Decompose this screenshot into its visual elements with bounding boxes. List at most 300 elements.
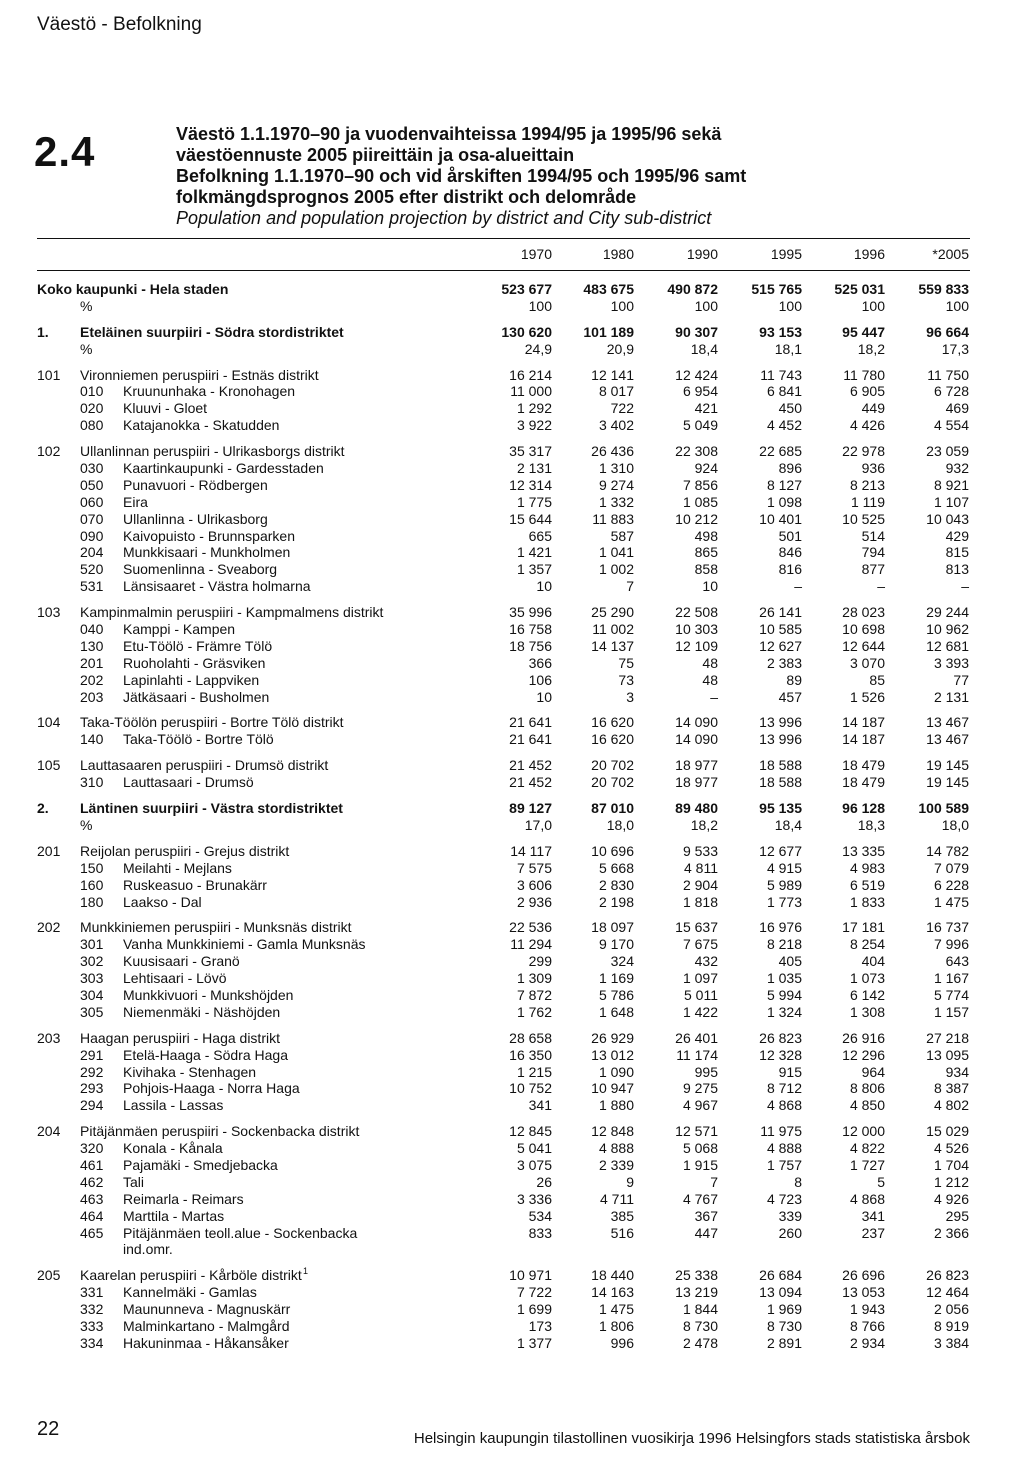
table-row <box>0 383 1024 400</box>
row-value-1970: 665 <box>528 527 552 544</box>
table-row <box>0 1030 1024 1047</box>
row-value-1970: 2 936 <box>516 893 552 910</box>
row-value-1980: 1 002 <box>598 561 634 578</box>
row-code: 303 <box>80 970 104 987</box>
row-value-1990: 100 <box>694 297 718 314</box>
row-code: 020 <box>80 400 104 417</box>
row-value-1970: 2 131 <box>516 460 552 477</box>
row-value-2005: 559 833 <box>918 281 969 297</box>
row-value-1980: 7 <box>626 578 634 595</box>
row-value-1980: 26 929 <box>591 1029 634 1046</box>
row-value-1996: 26 916 <box>842 1029 885 1046</box>
row-value-1996: – <box>877 578 885 595</box>
row-value-1970: 21 452 <box>509 774 552 791</box>
row-value-1995: 501 <box>778 527 802 544</box>
row-value-1995: 5 994 <box>766 986 802 1003</box>
row-value-1995: 1 969 <box>766 1301 802 1318</box>
table-row <box>0 877 1024 894</box>
row-name: Lauttasaari - Drumsö <box>123 774 254 791</box>
row-value-2005: 1 475 <box>933 893 969 910</box>
row-value-1980: 10 947 <box>591 1080 634 1097</box>
table-row <box>0 578 1024 595</box>
row-value-1970: 35 996 <box>509 604 552 621</box>
row-name: Kruununhaka - Kronohagen <box>123 383 296 400</box>
table-number: 2.4 <box>34 128 96 175</box>
row-value-1970: 18 756 <box>509 637 552 654</box>
row-value-1996: 17 181 <box>842 919 885 936</box>
table-row <box>0 774 1024 791</box>
row-value-1990: 5 049 <box>682 417 718 434</box>
row-value-1996: 964 <box>861 1063 885 1080</box>
row-value-1990: 48 <box>702 654 718 671</box>
row-code: 333 <box>80 1317 104 1334</box>
row-code: 101 <box>37 366 61 383</box>
row-value-1996: 2 934 <box>849 1334 885 1351</box>
row-name: Munkkiniemen peruspiiri - Munksnäs distrikt <box>80 919 352 936</box>
row-value-2005: 6 228 <box>933 876 969 893</box>
row-code: 292 <box>80 1063 104 1080</box>
row-name: Marttila - Martas <box>123 1207 225 1224</box>
row-value-1980: 18 440 <box>591 1267 634 1284</box>
row-value-1980: 1 041 <box>598 544 634 561</box>
row-code: 030 <box>80 460 104 477</box>
row-value-2005: 27 218 <box>926 1029 969 1046</box>
row-name: Ruoholahti - Gräsviken <box>123 654 266 671</box>
table-row <box>0 544 1024 561</box>
row-value-1970: 1 377 <box>516 1334 552 1351</box>
row-value-1990: 421 <box>694 400 718 417</box>
row-value-1996: 1 727 <box>849 1156 885 1173</box>
row-value-2005: 19 145 <box>926 774 969 791</box>
row-value-2005: 10 043 <box>926 510 969 527</box>
table-row <box>0 843 1024 860</box>
row-name: Lauttasaaren peruspiiri - Drumsö distrikt <box>80 757 329 774</box>
year-2005: *2005 <box>932 246 969 262</box>
row-value-1980: 14 163 <box>591 1284 634 1301</box>
row-value-1970: 28 658 <box>509 1029 552 1046</box>
row-value-1996: 404 <box>861 953 885 970</box>
row-code: 310 <box>80 774 104 791</box>
row-value-1980: 2 830 <box>598 876 634 893</box>
row-name: Niemenmäki - Näshöjden <box>123 1003 281 1020</box>
row-value-1970: 11 000 <box>510 383 552 400</box>
row-name: Laakso - Dal <box>123 893 202 910</box>
row-value-1990: 924 <box>694 460 718 477</box>
row-value-1990: 9 275 <box>682 1080 718 1097</box>
row-value-1970: 17,0 <box>524 816 552 833</box>
row-value-1990: 995 <box>694 1063 718 1080</box>
row-value-1990: 367 <box>694 1207 718 1224</box>
row-value-1995: 896 <box>778 460 802 477</box>
row-value-1995: 1 098 <box>766 493 802 510</box>
row-value-1996: 10 698 <box>842 621 885 638</box>
row-value-1995: 26 684 <box>759 1267 802 1284</box>
row-value-1995: 260 <box>778 1224 802 1241</box>
row-value-1990: 6 954 <box>682 383 718 400</box>
row-value-2005: 8 919 <box>933 1317 969 1334</box>
row-value-1995: 6 841 <box>766 383 802 400</box>
row-value-1980: 1 310 <box>598 460 634 477</box>
table-row <box>0 894 1024 911</box>
row-code: 332 <box>80 1301 104 1318</box>
row-value-1996: 14 187 <box>842 731 885 748</box>
row-name: Jätkäsaari - Busholmen <box>123 688 270 705</box>
row-value-2005: 77 <box>953 671 969 688</box>
table-row <box>0 1097 1024 1114</box>
row-value-1996: 514 <box>861 527 885 544</box>
row-value-1970: 534 <box>528 1207 552 1224</box>
table-row <box>0 1157 1024 1174</box>
row-name: Hakuninmaa - Håkansåker <box>123 1334 289 1351</box>
table-row <box>0 1241 1024 1258</box>
row-value-1996: 1 308 <box>849 1003 885 1020</box>
row-value-1980: 1 090 <box>598 1063 634 1080</box>
row-name: % <box>80 297 93 314</box>
table-row <box>0 1225 1024 1242</box>
row-value-2005: 2 131 <box>933 688 969 705</box>
row-value-1980: 1 880 <box>598 1097 634 1114</box>
row-value-1996: 6 905 <box>849 383 885 400</box>
row-code: 201 <box>80 654 104 671</box>
row-value-1980: 20 702 <box>591 774 634 791</box>
row-value-1995: 5 989 <box>766 876 802 893</box>
row-code: 202 <box>80 671 104 688</box>
row-value-2005: 17,3 <box>941 340 969 357</box>
row-code: 102 <box>37 443 61 460</box>
row-value-2005: 16 737 <box>926 919 969 936</box>
row-value-1995: 13 094 <box>759 1284 802 1301</box>
row-value-2005: 3 384 <box>933 1334 969 1351</box>
row-value-2005: 1 212 <box>933 1173 969 1190</box>
row-value-1996: 8 254 <box>849 936 885 953</box>
row-code: 203 <box>37 1029 61 1046</box>
row-code: 461 <box>80 1156 104 1173</box>
row-value-1995: 816 <box>778 561 802 578</box>
row-code: 465 <box>80 1224 104 1241</box>
row-name: Eira <box>123 493 148 510</box>
row-value-1990: 89 480 <box>675 800 718 817</box>
row-value-1980: 2 198 <box>598 893 634 910</box>
row-value-1990: 8 730 <box>682 1317 718 1334</box>
row-value-1970: 15 644 <box>509 510 552 527</box>
row-value-1996: 12 000 <box>842 1123 885 1140</box>
row-code: 060 <box>80 493 104 510</box>
row-value-1996: 100 <box>861 297 885 314</box>
row-value-1990: 12 571 <box>675 1123 718 1140</box>
row-name: Eteläinen suurpiiri - Södra stordistriktet <box>80 323 344 340</box>
row-code: 302 <box>80 953 104 970</box>
row-value-1970: 1 215 <box>516 1063 552 1080</box>
row-value-1970: 89 127 <box>509 800 552 817</box>
row-value-2005: 813 <box>945 561 969 578</box>
row-value-1996: 6 142 <box>849 986 885 1003</box>
table-row: 205 Kaarelan peruspiiri - Kårböle distrikt 1 10 971 18 440 25 338 26 684 26 696 26 823 <box>37 1266 969 1284</box>
row-value-1990: 4 767 <box>682 1190 718 1207</box>
row-name: % <box>80 340 93 357</box>
row-name: Etu-Töölö - Främre Tölö <box>123 637 273 654</box>
row-value-1970: 11 294 <box>510 936 552 953</box>
row-value-1980: 1 332 <box>598 493 634 510</box>
row-value-1980: 100 <box>610 297 634 314</box>
table-title <box>176 124 996 229</box>
row-value-1980: 10 696 <box>591 842 634 859</box>
row-code: 105 <box>37 757 61 774</box>
row-code: 463 <box>80 1190 104 1207</box>
row-value-1980: 12 141 <box>591 366 634 383</box>
row-value-1995: 8 218 <box>766 936 802 953</box>
table-row <box>0 298 1024 315</box>
row-value-1980: 9 170 <box>598 936 634 953</box>
table-row <box>0 1047 1024 1064</box>
row-code: 462 <box>80 1173 104 1190</box>
row-value-1995: 1 773 <box>766 893 802 910</box>
row-code: 080 <box>80 417 104 434</box>
row-name: Etelä-Haaga - Södra Haga <box>123 1046 288 1063</box>
row-value-1980: 75 <box>618 654 634 671</box>
table-row <box>0 528 1024 545</box>
row-code: 301 <box>80 936 104 953</box>
title-english: Population and population projection by district and City sub-district <box>176 208 712 228</box>
table-row <box>0 1064 1024 1081</box>
row-value-1990: 1 818 <box>682 893 718 910</box>
row-value-1990: 2 904 <box>682 876 718 893</box>
row-value-1996: 12 296 <box>842 1046 885 1063</box>
row-value-1996: 1 119 <box>851 493 885 510</box>
row-value-1995: 12 677 <box>759 842 802 859</box>
footer-text: Helsingin kaupungin tilastollinen vuosikirja 1996 Helsingfors stads statistiska årsbok <box>413 1430 970 1447</box>
row-name: Reijolan peruspiiri - Grejus distrikt <box>80 842 290 859</box>
row-value-1996: 12 644 <box>842 637 885 654</box>
row-name: Pajamäki - Smedjebacka <box>123 1156 278 1173</box>
row-value-1990: 490 872 <box>667 281 718 297</box>
row-value-1990: 14 090 <box>675 714 718 731</box>
row-value-1990: 22 508 <box>675 604 718 621</box>
row-name: Konala - Kånala <box>123 1140 223 1157</box>
row-value-1995: 95 135 <box>759 800 802 817</box>
row-value-1995: 450 <box>778 400 802 417</box>
row-value-1995: 18 588 <box>759 774 802 791</box>
row-name: Kampinmalmin peruspiiri - Kampmalmens distrikt <box>80 604 384 621</box>
row-code: 464 <box>80 1207 104 1224</box>
row-code: 150 <box>80 859 104 876</box>
row-value-1990: 5 068 <box>682 1140 718 1157</box>
row-value-1995: 339 <box>778 1207 802 1224</box>
row-value-1990: 447 <box>694 1224 718 1241</box>
row-value-1990: 7 856 <box>682 476 718 493</box>
row-code: 104 <box>37 714 61 731</box>
row-name: Maununneva - Magnuskärr <box>123 1301 291 1318</box>
table-row <box>0 443 1024 460</box>
table-row <box>0 1335 1024 1352</box>
table-row <box>0 638 1024 655</box>
row-value-2005: 8 921 <box>933 476 969 493</box>
row-name: Läntinen suurpiiri - Västra stordistriktet <box>80 800 343 817</box>
row-code: 331 <box>80 1284 104 1301</box>
row-value-1995: 405 <box>778 953 802 970</box>
row-value-2005: 14 782 <box>926 842 969 859</box>
row-value-1990: 10 303 <box>675 621 718 638</box>
row-name: Kannelmäki - Gamlas <box>123 1284 257 1301</box>
row-value-1995: 93 153 <box>759 323 802 340</box>
row-name: Taka-Töölö - Bortre Tölö <box>123 731 274 748</box>
row-value-1970: 5 041 <box>516 1140 552 1157</box>
row-name: Pitäjänmäen peruspiiri - Sockenbacka distrikt <box>80 1123 360 1140</box>
title-finnish-1: Väestö 1.1.1970–90 ja vuodenvaihteissa 1994/95 ja 1995/96 sekä <box>176 124 722 144</box>
row-value-1995: 16 976 <box>759 919 802 936</box>
row-name: Koko kaupunki - Hela staden <box>37 281 229 297</box>
row-value-2005: 12 681 <box>926 637 969 654</box>
table-row <box>0 689 1024 706</box>
row-name: Tali <box>123 1173 145 1190</box>
row-value-1996: 13 335 <box>842 842 885 859</box>
row-value-2005: 1 107 <box>933 493 969 510</box>
table-row <box>0 672 1024 689</box>
row-value-1980: 12 848 <box>591 1123 634 1140</box>
row-name: Munkkisaari - Munkholmen <box>123 544 291 561</box>
row-value-1996: 8 806 <box>849 1080 885 1097</box>
row-value-1980: 8 017 <box>598 383 634 400</box>
row-value-2005: 429 <box>945 527 969 544</box>
row-code: 305 <box>80 1003 104 1020</box>
row-name: Kluuvi - Gloet <box>123 400 208 417</box>
table-row <box>0 1004 1024 1021</box>
table-row <box>0 919 1024 936</box>
row-value-1996: 13 053 <box>842 1284 885 1301</box>
row-value-1996: 794 <box>861 544 885 561</box>
row-value-1980: 722 <box>610 400 634 417</box>
row-value-1995: 515 765 <box>751 281 802 297</box>
row-value-1990: 10 <box>702 578 718 595</box>
row-value-1996: 4 868 <box>849 1190 885 1207</box>
row-name: Malminkartano - Malmgård <box>123 1317 290 1334</box>
row-value-1995: 18 588 <box>759 757 802 774</box>
row-value-1996: 8 766 <box>849 1317 885 1334</box>
row-value-1996: 4 850 <box>849 1097 885 1114</box>
row-code: 334 <box>80 1334 104 1351</box>
row-code: 130 <box>80 637 104 654</box>
row-value-1970: 21 641 <box>509 731 552 748</box>
row-value-1970: 341 <box>528 1097 552 1114</box>
row-value-1980: 14 137 <box>591 637 634 654</box>
page-number: 22 <box>37 1418 60 1440</box>
row-value-1996: 8 213 <box>849 476 885 493</box>
row-code: 204 <box>80 544 104 561</box>
row-value-2005: 11 750 <box>927 366 969 383</box>
row-name: Munkkivuori - Munkshöjden <box>123 986 294 1003</box>
table-row <box>0 341 1024 358</box>
row-value-1990: 7 <box>710 1173 718 1190</box>
table-row <box>0 800 1024 817</box>
section-header: Väestö - Befolkning <box>37 14 202 35</box>
row-value-1995: 100 <box>778 297 802 314</box>
row-value-1995: 8 712 <box>766 1080 802 1097</box>
row-name: Vanha Munkkiniemi - Gamla Munksnäs <box>123 936 366 953</box>
row-value-1996: 28 023 <box>842 604 885 621</box>
row-value-1990: 15 637 <box>675 919 718 936</box>
table-row <box>0 987 1024 1004</box>
row-value-1996: 96 128 <box>842 800 885 817</box>
row-value-2005: 934 <box>945 1063 969 1080</box>
row-value-2005: 96 664 <box>926 323 969 340</box>
row-value-1980: 2 339 <box>598 1156 634 1173</box>
row-name: Kaartinkaupunki - Gardesstaden <box>123 460 324 477</box>
row-value-1970: 106 <box>528 671 552 688</box>
table-row <box>0 1140 1024 1157</box>
row-value-1995: 1 757 <box>766 1156 802 1173</box>
row-name: Länsisaaret - Västra holmarna <box>123 578 311 595</box>
row-name: Ruskeasuo - Brunakärr <box>123 876 267 893</box>
table-row <box>0 281 1024 298</box>
row-value-1990: 5 011 <box>684 986 718 1003</box>
row-code: 293 <box>80 1080 104 1097</box>
row-name: Lapinlahti - Lappviken <box>123 671 260 688</box>
row-value-1995: 10 401 <box>759 510 802 527</box>
row-value-1995: 8 <box>794 1173 802 1190</box>
table-row <box>0 621 1024 638</box>
row-name: Ullanlinnan peruspiiri - Ulrikasborgs distrikt <box>80 443 345 460</box>
row-value-1996: 525 031 <box>834 281 885 297</box>
row-value-1995: 13 996 <box>759 731 802 748</box>
row-value-1980: 3 402 <box>598 417 634 434</box>
row-value-1990: 22 308 <box>675 443 718 460</box>
row-value-2005: 643 <box>945 953 969 970</box>
row-value-1995: 457 <box>778 688 802 705</box>
table-row <box>0 1301 1024 1318</box>
row-value-2005: 1 157 <box>933 1003 969 1020</box>
row-value-1996: 1 526 <box>849 688 885 705</box>
row-value-1996: 14 187 <box>842 714 885 731</box>
row-value-1990: 18 977 <box>675 774 718 791</box>
row-value-1970: 1 357 <box>516 561 552 578</box>
row-code: 040 <box>80 621 104 638</box>
row-value-1990: 865 <box>694 544 718 561</box>
row-value-1970: 1 292 <box>516 400 552 417</box>
row-value-1996: 18 479 <box>842 774 885 791</box>
row-value-1995: 4 915 <box>766 859 802 876</box>
row-value-2005: 2 056 <box>933 1301 969 1318</box>
row-name: Lehtisaari - Lövö <box>123 970 227 987</box>
row-value-2005: 26 823 <box>926 1267 969 1284</box>
row-value-1990: 432 <box>694 953 718 970</box>
table-row <box>0 1208 1024 1225</box>
row-value-1970: 24,9 <box>524 340 552 357</box>
row-value-1980: 13 012 <box>591 1046 634 1063</box>
row-value-1970: 7 872 <box>516 986 552 1003</box>
row-value-2005: 2 366 <box>933 1224 969 1241</box>
title-swedish-2: folkmängdsprognos 2005 efter distrikt och delområde <box>176 187 637 207</box>
table-row <box>0 936 1024 953</box>
row-value-1995: 4 452 <box>766 417 802 434</box>
table-row <box>0 477 1024 494</box>
row-value-1970: 10 <box>536 688 552 705</box>
row-value-1990: 13 219 <box>675 1284 718 1301</box>
row-value-1970: 1 762 <box>516 1003 552 1020</box>
row-value-1996: 1 073 <box>849 970 885 987</box>
table-row <box>0 953 1024 970</box>
table-row <box>0 561 1024 578</box>
row-value-1995: 2 383 <box>766 654 802 671</box>
row-value-1980: 87 010 <box>591 800 634 817</box>
row-value-1980: 16 620 <box>591 714 634 731</box>
table-row <box>0 604 1024 621</box>
row-value-1990: 1 422 <box>682 1003 718 1020</box>
row-value-1970: 35 317 <box>509 443 552 460</box>
row-value-1970: 12 314 <box>509 476 552 493</box>
row-code: 320 <box>80 1140 104 1157</box>
row-value-1980: 73 <box>618 671 634 688</box>
row-value-1970: 523 677 <box>501 281 552 297</box>
row-value-1970: 3 336 <box>516 1190 552 1207</box>
